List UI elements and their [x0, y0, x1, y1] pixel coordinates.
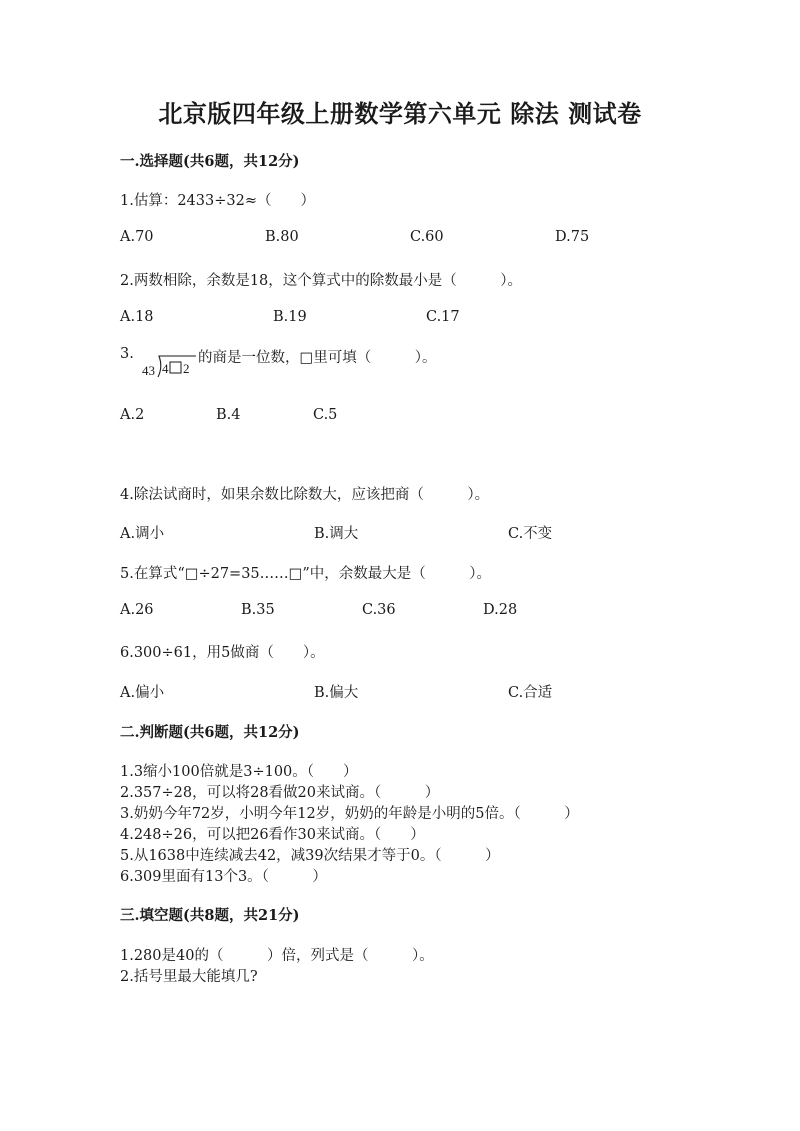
- divisor-label: 43: [142, 363, 155, 378]
- question-2: 2.两数相除，余数是18，这个算式中的除数最小是（ ）。: [120, 273, 523, 289]
- tf-item-6: 6.309里面有13个3。（ ）: [120, 869, 327, 885]
- tf-item-1: 1.3缩小100倍就是3÷100。（ ）: [120, 764, 358, 780]
- section-heading-true-false: 二.判断题(共6题，共12分): [120, 724, 300, 741]
- option-q2-c: C.17: [426, 309, 460, 325]
- section-heading-fill-blank: 三.填空题(共8题，共21分): [120, 907, 300, 924]
- option-q1-c: C.60: [410, 229, 444, 245]
- option-q6-b: B.偏大: [314, 685, 359, 701]
- long-division-figure: [140, 352, 196, 380]
- option-q2-b: B.19: [273, 309, 307, 325]
- blank-box: [170, 362, 181, 373]
- option-q1-a: A.70: [120, 229, 154, 245]
- option-q4-a: A.调小: [120, 526, 165, 542]
- question-5: 5.在算式“□÷27=35……□”中，余数最大是（ ）。: [120, 566, 492, 582]
- option-q5-c: C.36: [362, 602, 396, 618]
- option-q2-a: A.18: [120, 309, 154, 325]
- option-q6-c: C.合适: [508, 685, 553, 701]
- question-3-number: 3.: [120, 346, 134, 362]
- tf-item-3: 3.奶奶今年72岁，小明今年12岁，奶奶的年龄是小明的5倍。（ ）: [120, 806, 579, 822]
- option-q3-c: C.5: [313, 407, 338, 423]
- option-q5-a: A.26: [120, 602, 154, 618]
- question-1: 1.估算：2433÷32≈（ ）: [120, 193, 315, 209]
- page-title: 北京版四年级上册数学第六单元 除法 测试卷: [158, 99, 642, 128]
- tf-item-4: 4.248÷26，可以把26看作30来试商。（ ）: [120, 827, 425, 843]
- fill-item-2: 2.括号里最大能填几?: [120, 969, 258, 985]
- question-4: 4.除法试商时，如果余数比除数大，应该把商（ ）。: [120, 487, 490, 503]
- tf-item-5: 5.从1638中连续减去42，减39次结果才等于0。（ ）: [120, 848, 500, 864]
- question-3-text: 的商是一位数，□里可填（ ）。: [198, 350, 437, 366]
- tf-item-2: 2.357÷28，可以将28看做20来试商。（ ）: [120, 785, 440, 801]
- section-heading-choice: 一.选择题(共6题，共12分): [120, 153, 300, 170]
- option-q5-d: D.28: [483, 602, 518, 618]
- fill-item-1: 1.280是40的（ ）倍，列式是（ ）。: [120, 948, 434, 964]
- dividend-digit-1: 4: [162, 361, 169, 376]
- option-q1-d: D.75: [555, 229, 590, 245]
- question-6: 6.300÷61，用5做商（ ）。: [120, 645, 325, 661]
- option-q3-b: B.4: [216, 407, 241, 423]
- option-q1-b: B.80: [265, 229, 299, 245]
- option-q4-c: C.不变: [508, 526, 553, 542]
- option-q4-b: B.调大: [314, 526, 359, 542]
- option-q3-a: A.2: [120, 407, 145, 423]
- option-q6-a: A.偏小: [120, 685, 165, 701]
- option-q5-b: B.35: [241, 602, 275, 618]
- dividend-digit-3: 2: [183, 361, 190, 376]
